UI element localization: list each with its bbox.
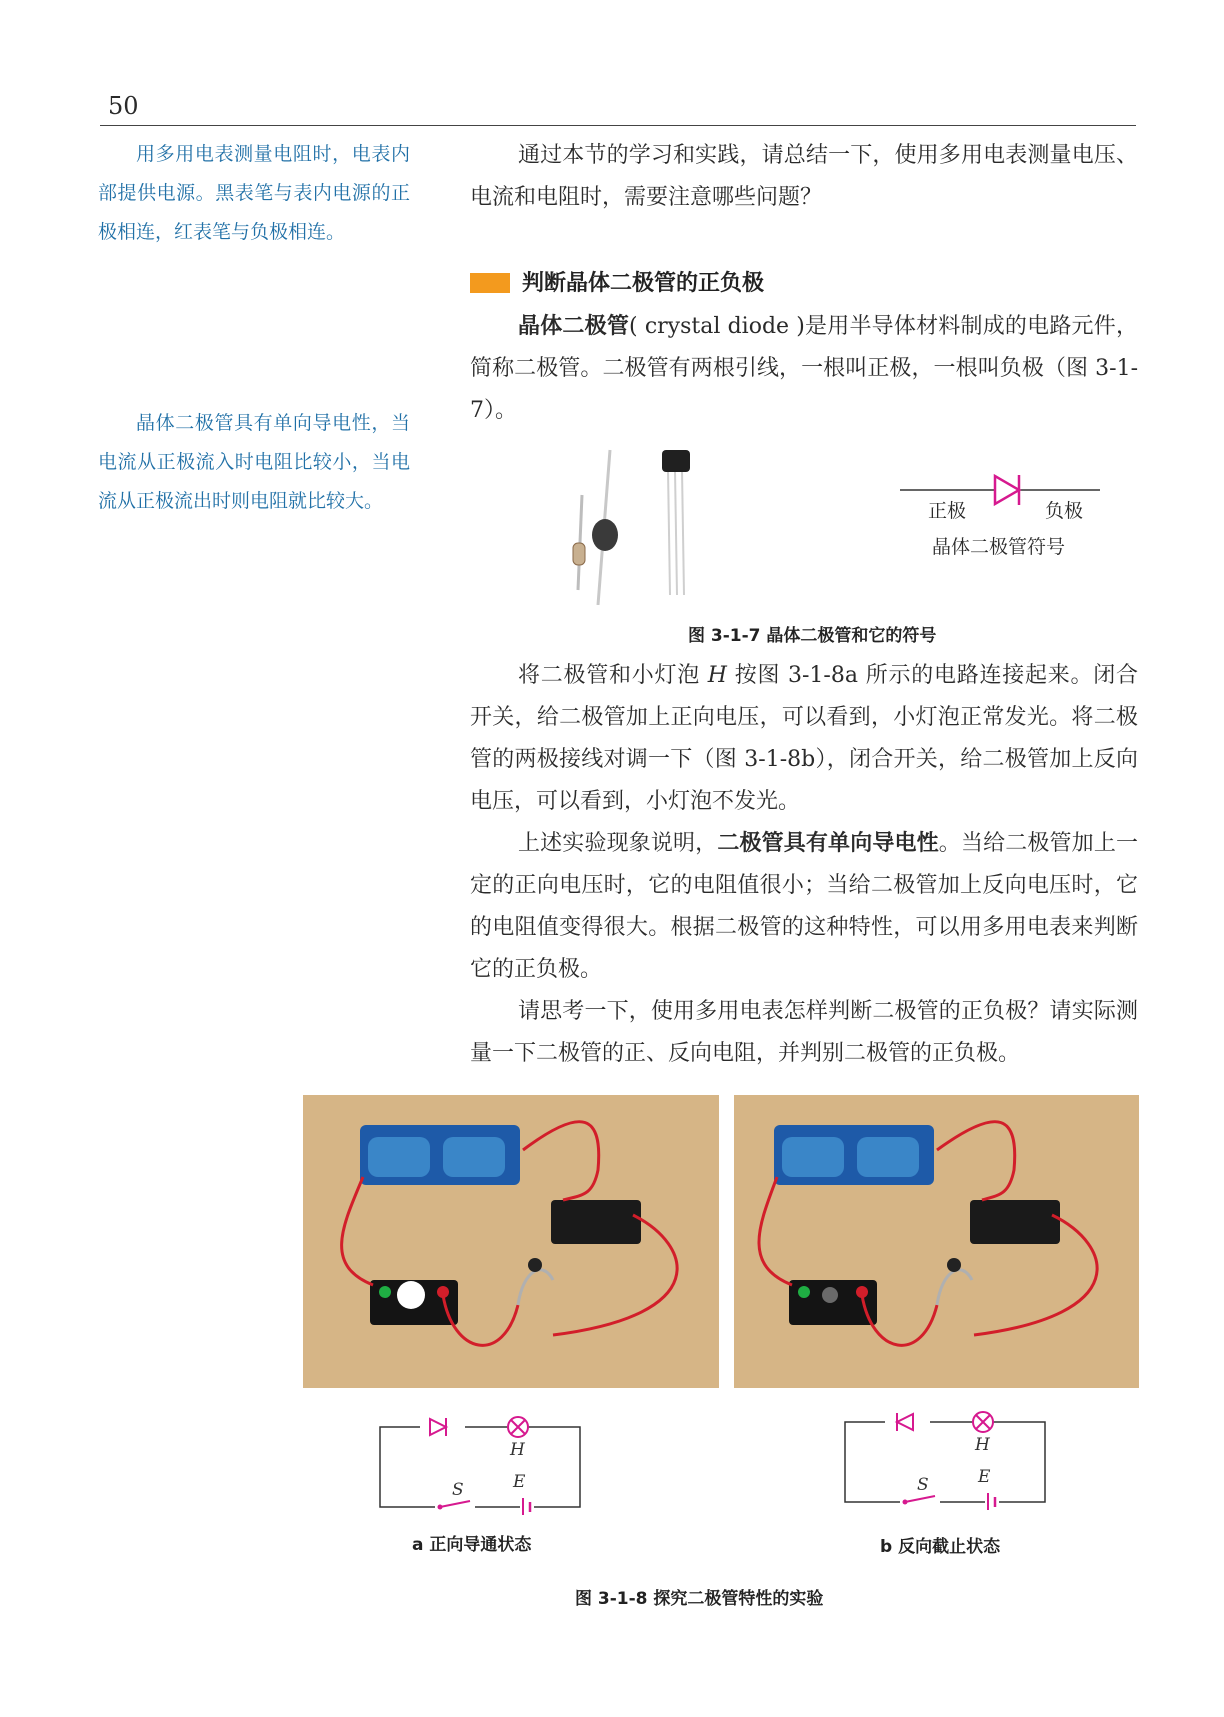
subcaption-forward: a 正向导通状态 xyxy=(412,1535,532,1555)
page-number: 50 xyxy=(108,92,139,120)
heading-bar xyxy=(470,273,510,293)
header-rule xyxy=(100,125,1136,126)
label-e: E xyxy=(978,1467,991,1487)
sidebar-note-multimeter xyxy=(98,135,410,252)
label-h: H xyxy=(975,1435,990,1455)
heading-text: 判断晶体二极管的正负极 xyxy=(522,271,765,296)
intro-text: 通过本节的学习和实践，请总结一下，使用多用电表测量电压、电流和电阻时，需要注意哪些问题？ xyxy=(470,143,1138,210)
label-cathode: 负极 xyxy=(1045,500,1084,522)
term-english: ( crystal diode ) xyxy=(629,314,805,339)
experiment-paragraph xyxy=(470,655,1138,1075)
photo-forward-circuit xyxy=(303,1095,719,1388)
subcaption-reverse: b 反向截止状态 xyxy=(880,1537,1001,1557)
question-text: 请思考一下，使用多用电表怎样判断二极管的正负极？请实际测量一下二极管的正、反向电阻，并判别二极管的正负极。 xyxy=(470,999,1138,1066)
label-s: S xyxy=(452,1480,464,1500)
term-bold: 晶体二极管 xyxy=(518,314,630,339)
experiment-text: 将二极管和小灯泡 xyxy=(518,663,708,688)
label-e: E xyxy=(513,1472,526,1492)
symbol-h: H xyxy=(707,663,727,688)
diode-photo xyxy=(560,445,720,605)
sidebar-note-text: 用多用电表测量电阻时，电表内部提供电源。黑表笔与表内电源的正极相连，红表笔与负极相连。 xyxy=(98,143,410,243)
photo-reverse-circuit xyxy=(734,1095,1139,1388)
diode-definition-paragraph xyxy=(470,306,1138,432)
circuit-diagram-reverse xyxy=(835,1400,1060,1510)
intro-paragraph xyxy=(470,135,1138,219)
definition-text: 是用半导体材料制成的电路元件，简称二极管。二极管有两根引线，一根叫正极，一根叫负极（图 3-1-7）。 xyxy=(470,314,1138,423)
label-h: H xyxy=(510,1440,525,1460)
sidebar-note-text: 晶体二极管具有单向导电性，当电流从正极流入时电阻比较小，当电流从正极流出时则电阻就比较大。 xyxy=(98,412,410,512)
conclusion-bold: 二极管具有单向导电性 xyxy=(717,831,939,856)
symbol-caption: 晶体二极管符号 xyxy=(932,536,1066,558)
conclusion-text: 上述实验现象说明， xyxy=(518,831,718,856)
label-anode: 正极 xyxy=(928,500,967,522)
sidebar-note-diode xyxy=(98,404,410,521)
section-heading xyxy=(470,266,764,297)
circuit-diagram-forward xyxy=(370,1405,595,1515)
figure-caption-3-1-7: 图 3-1-7 晶体二极管和它的符号 xyxy=(688,626,937,646)
figure-caption-3-1-8: 图 3-1-8 探究二极管特性的实验 xyxy=(575,1589,824,1609)
experiment-text-rest: 按图 3-1-8a 所示的电路连接起来。闭合开关，给二极管加上正向电压，可以看到，小灯泡正常发光。将二极管的两极接线对调一下（图 3-1-8b），闭合开关，给二极管加上反向电压，可以看到，小灯泡不发光。 xyxy=(470,663,1138,814)
conclusion-text-rest: 。当给二极管加上一定的正向电压时，它的电阻值很小；当给二极管加上反向电压时，它的电阻值变得很大。根据二极管的这种特性，可以用多用电表来判断它的正负极。 xyxy=(470,831,1138,982)
label-s: S xyxy=(917,1475,929,1495)
